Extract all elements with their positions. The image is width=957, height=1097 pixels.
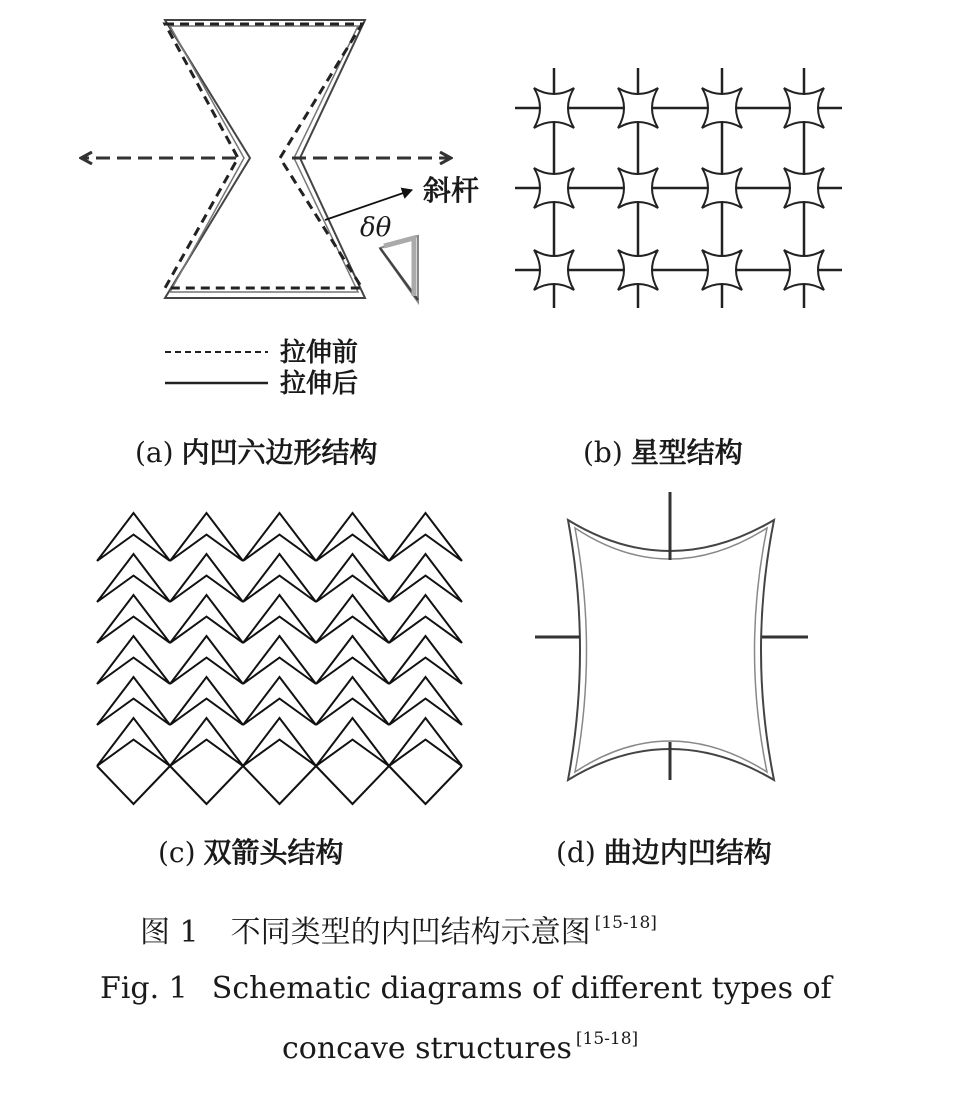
panel-d-caption: (d) 曲边内凹结构 xyxy=(556,836,772,869)
double-arrow-grid xyxy=(97,513,462,804)
caption-cn xyxy=(140,913,657,950)
star-node xyxy=(618,168,658,208)
star-node xyxy=(534,168,574,208)
figure-caption xyxy=(100,913,834,1066)
legend-before-label: 拉伸前 xyxy=(280,338,359,368)
caption-en-text1: Schematic diagrams of different types of xyxy=(211,971,832,1006)
caption-en-ref: [15-18] xyxy=(575,1029,639,1049)
caption-en-line2 xyxy=(282,1029,638,1066)
rod-label: 斜杆 xyxy=(423,174,480,207)
curved-cell xyxy=(535,492,808,780)
star-node xyxy=(618,88,658,128)
legend-after-label: 拉伸后 xyxy=(280,369,359,399)
star-node xyxy=(618,250,658,290)
star-grid xyxy=(515,68,842,308)
panel-b-star-structure xyxy=(515,68,842,469)
star-node xyxy=(534,88,574,128)
caption-cn-text: 不同类型的内凹结构示意图 xyxy=(230,915,591,950)
panel-c-caption: (c) 双箭头结构 xyxy=(158,836,344,869)
star-node xyxy=(784,250,824,290)
panel-b-caption: (b) 星型结构 xyxy=(583,436,743,469)
panel-a-reentrant-hexagon xyxy=(82,20,479,469)
star-node xyxy=(702,88,742,128)
star-node xyxy=(702,168,742,208)
double-arrow-base xyxy=(97,766,462,804)
angle-wedge-icon xyxy=(380,236,418,302)
star-node xyxy=(702,250,742,290)
caption-en-number: Fig. 1 xyxy=(100,971,188,1006)
panel-d-curved-concave xyxy=(535,492,808,869)
star-node xyxy=(784,168,824,208)
caption-en-line1 xyxy=(100,971,834,1006)
double-arrow-row xyxy=(97,718,462,766)
panel-c-double-arrow xyxy=(97,513,462,869)
star-node xyxy=(534,250,574,290)
star-node xyxy=(784,88,824,128)
caption-en-text2: concave structures xyxy=(282,1031,572,1066)
caption-cn-number: 图 1 xyxy=(140,915,199,950)
panel-a-caption: (a) 内凹六边形结构 xyxy=(135,436,378,469)
legend xyxy=(165,338,358,399)
angle-label: δθ xyxy=(360,213,392,243)
caption-cn-ref: [15-18] xyxy=(594,913,657,933)
